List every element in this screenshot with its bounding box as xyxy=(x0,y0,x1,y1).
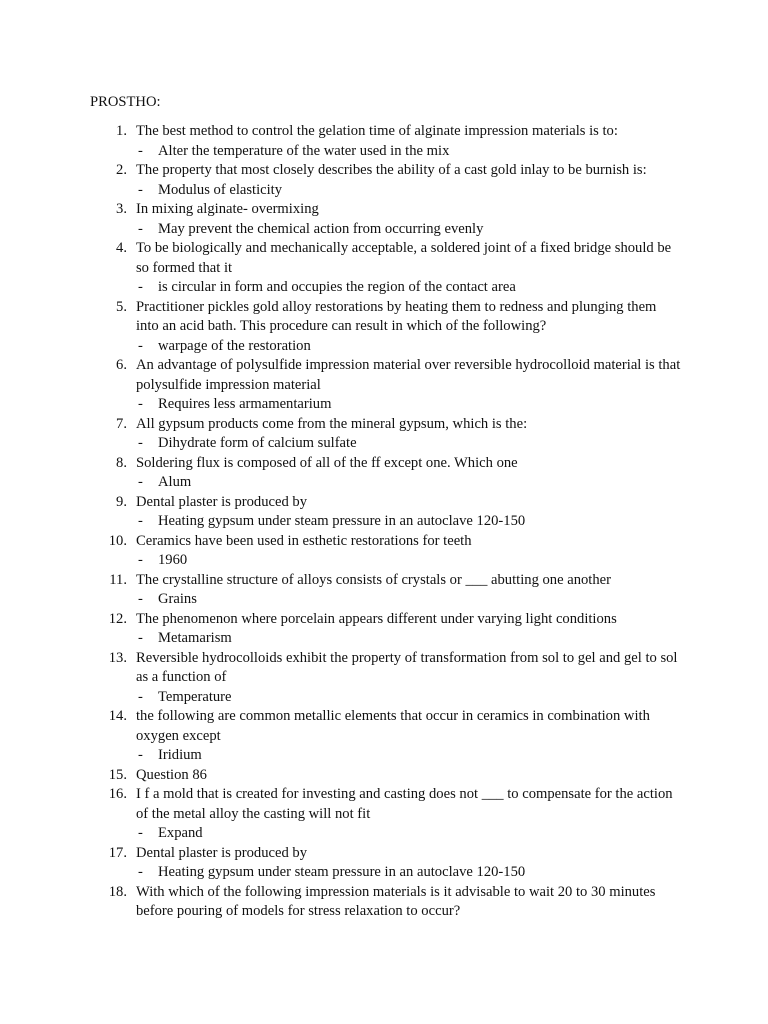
answer-dash: - xyxy=(138,552,143,568)
question-item xyxy=(0,707,768,766)
answer-dash: - xyxy=(138,591,143,607)
question-text: Question 86 xyxy=(136,766,207,783)
answer-text: warpage of the restoration xyxy=(158,337,311,354)
answer-text: Metamarism xyxy=(158,630,232,646)
answer-text: is circular in form and occupies the region of the contact area xyxy=(158,279,516,295)
answer-text: May prevent the chemical action from occurring evenly xyxy=(158,220,484,237)
answer-line xyxy=(0,181,768,201)
question-text: To be biologically and mechanically acceptable, a soldered joint of a fixed bridge should be so formed that it xyxy=(136,240,672,276)
question-text: Reversible hydrocolloids exhibit the property of transformation from sol to gel and gel to sol as a function of xyxy=(136,649,678,685)
answer-line xyxy=(0,746,768,766)
answer-dash: - xyxy=(138,630,143,646)
answer-text: Alter the temperature of the water used in the mix xyxy=(158,142,450,159)
question-text: Soldering flux is composed of all of the ff except one. Which one xyxy=(136,454,518,471)
answer-dash: - xyxy=(138,513,143,529)
question-text: The phenomenon where porcelain appears different under varying light conditions xyxy=(136,610,617,627)
question-text: Dental plaster is produced by xyxy=(136,844,308,861)
question-text: In mixing alginate- overmixing xyxy=(136,201,319,217)
answer-line xyxy=(0,473,768,493)
answer-line xyxy=(0,220,768,240)
question-text: An advantage of polysulfide impression material over reversible hydrocolloid material is that polysulfide impression material xyxy=(136,357,681,393)
question-item xyxy=(0,298,768,357)
question-number: 11. xyxy=(109,571,127,588)
question-item xyxy=(0,415,768,454)
answer-dash: - xyxy=(138,337,143,354)
question-number: 10. xyxy=(108,532,127,549)
answer-line xyxy=(0,551,768,571)
question-item xyxy=(0,161,768,200)
answer-dash: - xyxy=(138,435,143,451)
answer-dash: - xyxy=(138,864,143,880)
question-number: 6. xyxy=(116,357,127,373)
document-title: PROSTHO: xyxy=(90,94,161,110)
question-number: 9. xyxy=(116,493,127,510)
answer-text: 1960 xyxy=(158,552,188,568)
answer-dash: - xyxy=(138,688,143,705)
question-text: All gypsum products come from the mineral gypsum, which is the: xyxy=(136,415,528,432)
question-number: 5. xyxy=(116,298,127,315)
question-text: The crystalline structure of alloys consists of crystals or ___ abutting one another xyxy=(136,571,611,588)
question-text: I f a mold that is created for investing and casting does not ___ to compensate for the action of the metal alloy the casting will not fit xyxy=(136,786,673,822)
answer-text: Heating gypsum under steam pressure in an autoclave 120-150 xyxy=(158,513,526,529)
question-item xyxy=(0,785,768,844)
answer-text: Modulus of elasticity xyxy=(158,181,283,198)
answer-text: Temperature xyxy=(158,688,232,705)
answer-dash: - xyxy=(138,181,143,198)
question-number: 14. xyxy=(108,708,127,724)
question-text: With which of the following impression materials is it advisable to wait 20 to 30 minutes before pouring of models for stress relaxation to occur? xyxy=(136,883,656,919)
question-number: 7. xyxy=(116,415,127,432)
question-text: Practitioner pickles gold alloy restorations by heating them to redness and plunging them into an acid bath. This procedure can result in which of the following? xyxy=(136,298,657,334)
answer-line xyxy=(0,824,768,844)
answer-line xyxy=(0,434,768,454)
question-number: 3. xyxy=(116,201,127,217)
answer-line xyxy=(0,337,768,357)
answer-text: Expand xyxy=(158,825,203,841)
question-item xyxy=(0,454,768,493)
question-text: The best method to control the gelation time of alginate impression materials is to: xyxy=(136,123,618,139)
question-item xyxy=(0,571,768,610)
question-item xyxy=(0,532,768,571)
question-number: 4. xyxy=(116,240,127,256)
question-text: Dental plaster is produced by xyxy=(136,493,308,510)
answer-line xyxy=(0,688,768,708)
question-item xyxy=(0,493,768,532)
question-number: 17. xyxy=(108,844,127,861)
answer-text: Iridium xyxy=(158,747,202,763)
question-number: 1. xyxy=(116,123,127,139)
question-item xyxy=(0,610,768,649)
answer-text: Dihydrate form of calcium sulfate xyxy=(158,435,357,451)
question-number: 13. xyxy=(108,649,127,666)
answer-line xyxy=(0,590,768,610)
question-item xyxy=(0,239,768,298)
answer-dash: - xyxy=(138,142,143,159)
question-item xyxy=(0,844,768,883)
question-item xyxy=(0,649,768,708)
answer-text: Requires less armamentarium xyxy=(158,396,332,412)
question-number: 8. xyxy=(116,454,127,471)
answer-dash: - xyxy=(138,396,143,412)
answer-text: Grains xyxy=(158,591,197,607)
answer-dash: - xyxy=(138,220,143,237)
question-number: 2. xyxy=(116,162,127,178)
question-item xyxy=(0,883,768,922)
answer-line xyxy=(0,512,768,532)
answer-line xyxy=(0,863,768,883)
question-number: 15. xyxy=(108,766,127,783)
question-text: the following are common metallic elements that occur in ceramics in combination with oxygen except xyxy=(136,708,650,744)
answer-dash: - xyxy=(138,747,143,763)
question-number: 12. xyxy=(108,610,127,627)
question-item xyxy=(0,200,768,239)
answer-dash: - xyxy=(138,474,143,490)
question-item xyxy=(0,356,768,415)
question-number: 16. xyxy=(108,786,127,802)
answer-line xyxy=(0,629,768,649)
answer-line xyxy=(0,395,768,415)
question-text: Ceramics have been used in esthetic restorations for teeth xyxy=(136,532,472,549)
question-text: The property that most closely describes the ability of a cast gold inlay to be burnish is: xyxy=(136,162,647,178)
answer-text: Alum xyxy=(158,474,192,490)
answer-dash: - xyxy=(138,279,143,295)
answer-text: Heating gypsum under steam pressure in an autoclave 120-150 xyxy=(158,864,526,880)
question-number: 18. xyxy=(108,883,127,900)
answer-line xyxy=(0,142,768,162)
answer-dash: - xyxy=(138,825,143,841)
question-item xyxy=(0,122,768,161)
answer-line xyxy=(0,278,768,298)
question-list xyxy=(0,122,768,922)
question-item xyxy=(0,766,768,786)
